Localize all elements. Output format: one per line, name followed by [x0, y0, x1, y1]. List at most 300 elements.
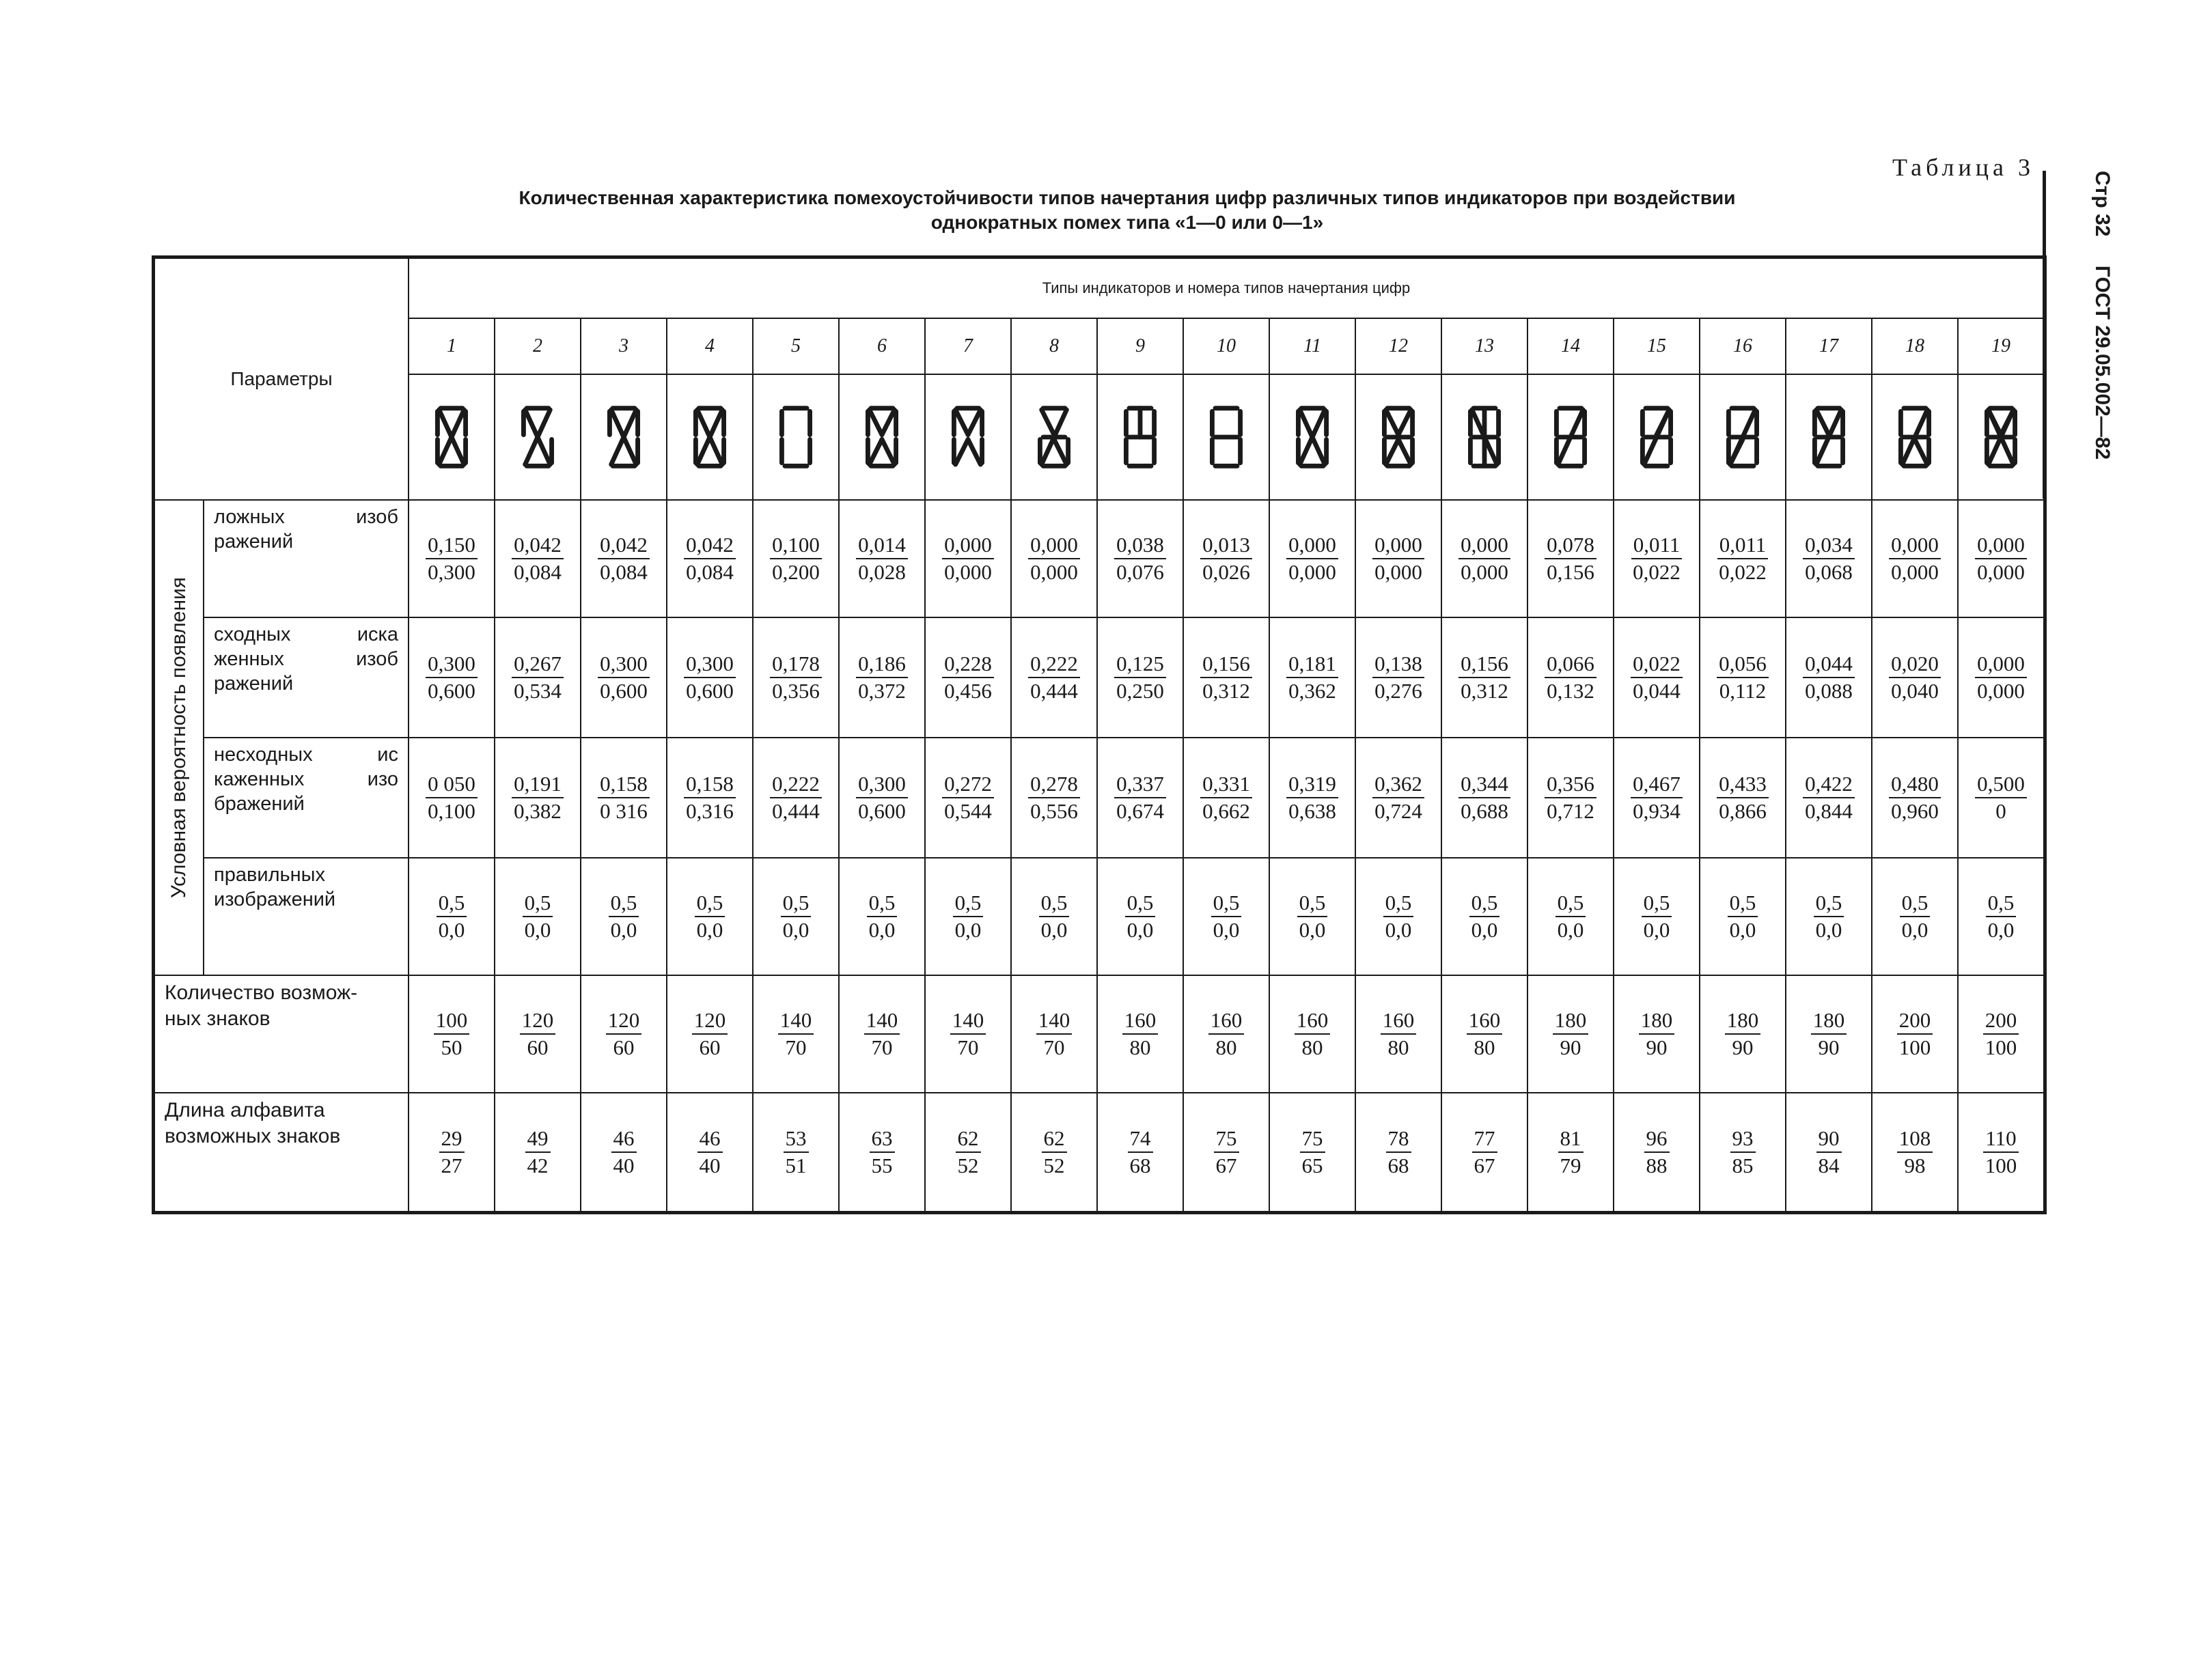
fraction-value — [426, 651, 478, 704]
denominator: 27 — [441, 1154, 462, 1177]
fraction-value — [1467, 1007, 1503, 1061]
fraction-value — [1114, 651, 1166, 704]
glyph-cell — [667, 374, 753, 500]
fraction-value — [426, 532, 478, 585]
value-cell — [1269, 617, 1355, 738]
denominator: 0,040 — [1891, 679, 1939, 703]
numerator: 90 — [1816, 1126, 1842, 1153]
denominator: 0,084 — [514, 560, 562, 584]
fraction-value — [953, 890, 984, 943]
column-number-row — [154, 318, 2045, 374]
value-cell — [1355, 858, 1441, 975]
numerator: 0,020 — [1889, 651, 1941, 678]
fraction-value — [770, 771, 822, 824]
row-label: сходных иска женных изоб ражений — [204, 617, 409, 738]
value-cell — [1355, 1093, 1441, 1213]
value-cell — [667, 858, 753, 975]
numerator: 0,186 — [856, 651, 908, 678]
denominator: 70 — [957, 1035, 979, 1059]
fraction-value — [684, 651, 736, 704]
value-cell — [1786, 1093, 1872, 1213]
numerator: 0,022 — [1631, 651, 1683, 678]
value-cell — [1872, 738, 1958, 858]
numerator: 0,178 — [770, 651, 822, 678]
numerator: 0,356 — [1545, 771, 1596, 798]
glyph-16-icon — [1721, 400, 1765, 475]
numerator: 0,480 — [1889, 771, 1941, 798]
fraction-value — [439, 1126, 465, 1179]
numerator: 0,181 — [1286, 651, 1338, 678]
glyph-cell — [1011, 374, 1097, 500]
fraction-value — [770, 532, 822, 585]
denominator: 50 — [441, 1035, 462, 1059]
denominator: 0,356 — [772, 679, 820, 703]
value-cell — [925, 617, 1011, 738]
value-cell — [1097, 617, 1183, 738]
numerator: 63 — [870, 1126, 895, 1153]
numerator: 0,156 — [1200, 651, 1252, 678]
value-cell — [839, 738, 925, 858]
header-row — [154, 257, 2045, 319]
denominator: 79 — [1560, 1154, 1581, 1177]
value-cell — [581, 1093, 667, 1213]
fraction-value — [1200, 532, 1252, 585]
numerator: 0,011 — [1717, 532, 1769, 559]
column-number: 5 — [753, 318, 839, 374]
denominator: 0,088 — [1805, 679, 1853, 703]
value-cell — [1011, 617, 1097, 738]
value-cell — [1441, 500, 1527, 617]
numerator: 0,300 — [856, 771, 908, 798]
fraction-value — [1381, 1007, 1417, 1061]
fraction-value — [437, 890, 467, 943]
glyph-15-icon — [1635, 400, 1678, 475]
value-cell — [1183, 617, 1269, 738]
row-label: Длина алфавита возможных знаков — [154, 1093, 409, 1213]
numerator: 0,138 — [1372, 651, 1424, 678]
value-cell — [1011, 1093, 1097, 1213]
value-cell — [1614, 975, 1700, 1093]
glyph-8-icon — [1032, 400, 1076, 475]
denominator: 0,000 — [944, 560, 992, 584]
denominator: 40 — [699, 1154, 721, 1177]
numerator: 0,5 — [609, 890, 639, 917]
denominator: 84 — [1818, 1154, 1840, 1177]
fraction-value — [956, 1126, 981, 1179]
value-cell — [581, 975, 667, 1093]
fraction-value — [1803, 532, 1855, 585]
value-cell — [1700, 738, 1786, 858]
fraction-value — [1472, 1126, 1497, 1179]
denominator: 70 — [1043, 1035, 1065, 1059]
row-label: Количество возмож- ных знаков — [154, 975, 409, 1093]
numerator: 0,100 — [770, 532, 822, 559]
value-cell — [1872, 858, 1958, 975]
numerator: 0,5 — [1039, 890, 1070, 917]
value-cell — [1269, 1093, 1355, 1213]
fraction-value — [1642, 890, 1672, 943]
value-cell — [1872, 975, 1958, 1093]
numerator: 0,300 — [598, 651, 650, 678]
numerator: 0,331 — [1200, 771, 1252, 798]
fraction-value — [1036, 1007, 1073, 1061]
numerator: 0,034 — [1803, 532, 1855, 559]
value-cell — [753, 500, 839, 617]
value-cell — [753, 738, 839, 858]
page-number: Стр 32 — [2091, 171, 2114, 237]
fraction-value — [1553, 1007, 1589, 1061]
numerator: 0,000 — [1286, 532, 1338, 559]
denominator: 68 — [1129, 1154, 1151, 1177]
fraction-value — [1386, 1126, 1411, 1179]
denominator: 100 — [1898, 1035, 1931, 1059]
fraction-value — [512, 651, 564, 704]
value-cell — [753, 617, 839, 738]
numerator: 0,000 — [1372, 532, 1424, 559]
denominator: 0,688 — [1461, 799, 1508, 823]
value-cell — [581, 500, 667, 617]
denominator: 0,0 — [1299, 918, 1326, 942]
fraction-value — [611, 1126, 637, 1179]
fraction-value — [1372, 651, 1424, 704]
fraction-value — [1631, 532, 1683, 585]
standard-number: ГОСТ 29.05.002—82 — [2091, 265, 2114, 460]
fraction-value — [1028, 532, 1080, 585]
column-number: 10 — [1183, 318, 1269, 374]
denominator: 0,960 — [1891, 799, 1939, 823]
numerator: 0,5 — [1469, 890, 1500, 917]
denominator: 0,0 — [696, 918, 723, 942]
denominator: 0,028 — [858, 560, 906, 584]
fraction-value — [1458, 532, 1510, 585]
fraction-value — [1372, 771, 1424, 824]
column-number: 11 — [1269, 318, 1355, 374]
numerator: 0,500 — [1975, 771, 2027, 798]
glyph-5-icon — [774, 400, 818, 475]
glyph-17-icon — [1807, 400, 1851, 475]
denominator: 0,382 — [514, 799, 562, 823]
fraction-value — [1039, 890, 1070, 943]
value-cell — [1786, 975, 1872, 1093]
column-number: 6 — [839, 318, 925, 374]
numerator: 0,5 — [953, 890, 984, 917]
fraction-value — [1728, 890, 1758, 943]
numerator: 0,467 — [1631, 771, 1683, 798]
fraction-value — [1211, 890, 1242, 943]
value-cell — [1011, 738, 1097, 858]
numerator: 0,5 — [867, 890, 898, 917]
denominator: 80 — [1387, 1035, 1409, 1059]
fraction-value — [606, 1007, 642, 1061]
fraction-value — [784, 1126, 809, 1179]
numerator: 160 — [1208, 1007, 1245, 1035]
value-cell — [1183, 975, 1269, 1093]
value-cell — [1097, 738, 1183, 858]
value-cell — [1527, 617, 1614, 738]
numerator: 0,5 — [1556, 890, 1586, 917]
denominator: 0,556 — [1030, 799, 1078, 823]
value-cell — [1872, 617, 1958, 738]
denominator: 0,444 — [772, 799, 820, 823]
table-label: Таблица 3 — [1892, 154, 2034, 181]
denominator: 0,0 — [1213, 918, 1240, 942]
numerator: 180 — [1639, 1007, 1675, 1035]
value-cell — [1097, 858, 1183, 975]
value-cell — [1700, 858, 1786, 975]
value-cell — [839, 617, 925, 738]
fraction-value — [1469, 890, 1500, 943]
numerator: 0,300 — [684, 651, 736, 678]
numerator: 0,228 — [942, 651, 994, 678]
glyph-cell — [1355, 374, 1441, 500]
value-cell — [1958, 975, 2045, 1093]
fraction-value — [1900, 890, 1931, 943]
fraction-value — [1897, 1007, 1933, 1061]
denominator: 0,674 — [1116, 799, 1164, 823]
denominator: 70 — [785, 1035, 807, 1059]
denominator: 0 — [1995, 799, 2006, 823]
denominator: 0,0 — [954, 918, 982, 942]
denominator: 0,312 — [1202, 679, 1250, 703]
fraction-value — [870, 1126, 895, 1179]
row-label: правильных изображений — [204, 858, 409, 975]
denominator: 0,866 — [1719, 799, 1767, 823]
value-cell — [1958, 617, 2045, 738]
denominator: 85 — [1732, 1154, 1754, 1177]
denominator: 90 — [1818, 1035, 1840, 1059]
numerator: 0,150 — [426, 532, 478, 559]
column-number: 15 — [1614, 318, 1700, 374]
value-cell — [753, 858, 839, 975]
denominator: 0 316 — [600, 799, 648, 823]
value-cell — [1011, 975, 1097, 1093]
fraction-value — [1803, 651, 1855, 704]
row-label: несходных ис каженных изо бражений — [204, 738, 409, 858]
denominator: 70 — [871, 1035, 893, 1059]
fraction-value — [426, 771, 478, 824]
numerator: 46 — [697, 1126, 723, 1153]
numerator: 140 — [778, 1007, 814, 1035]
denominator: 0,662 — [1202, 799, 1250, 823]
value-cell — [495, 738, 581, 858]
denominator: 0,100 — [428, 799, 475, 823]
value-cell — [409, 500, 495, 617]
numerator: 200 — [1983, 1007, 2019, 1035]
fraction-value — [1975, 651, 2027, 704]
numerator: 160 — [1381, 1007, 1417, 1035]
denominator: 0,0 — [1040, 918, 1068, 942]
denominator: 42 — [527, 1154, 549, 1177]
glyph-1-icon — [430, 400, 473, 475]
fraction-value — [1545, 771, 1596, 824]
fraction-value — [1889, 771, 1941, 824]
fraction-value — [1042, 1126, 1067, 1179]
denominator: 68 — [1387, 1154, 1409, 1177]
fraction-value — [781, 890, 812, 943]
value-cell — [1700, 617, 1786, 738]
numerator: 100 — [434, 1007, 470, 1035]
numerator: 0,5 — [437, 890, 467, 917]
denominator: 52 — [1043, 1154, 1065, 1177]
denominator: 0,044 — [1633, 679, 1681, 703]
side-header — [2090, 171, 2114, 499]
fraction-value — [1803, 771, 1855, 824]
fraction-value — [1558, 1126, 1584, 1179]
value-cell — [409, 1093, 495, 1213]
numerator: 0,078 — [1545, 532, 1596, 559]
fraction-value — [697, 1126, 723, 1179]
denominator: 0,0 — [1385, 918, 1412, 942]
value-cell — [1786, 617, 1872, 738]
glyph-7-icon — [946, 400, 990, 475]
denominator: 0,250 — [1116, 679, 1164, 703]
denominator: 51 — [785, 1154, 807, 1177]
fraction-value — [1644, 1126, 1670, 1179]
group-label: Условная вероятность появления — [167, 576, 190, 899]
numerator: 160 — [1122, 1007, 1159, 1035]
caption-line-1: Количественная характеристика помехоустойчивости типов начертания цифр различных типов индикаторов при воздействии — [519, 187, 1736, 208]
denominator: 0,600 — [428, 679, 475, 703]
value-cell — [1527, 1093, 1614, 1213]
denominator: 80 — [1474, 1035, 1495, 1059]
value-cell — [495, 858, 581, 975]
denominator: 90 — [1646, 1035, 1668, 1059]
denominator: 0,000 — [1977, 560, 2025, 584]
denominator: 80 — [1129, 1035, 1151, 1059]
numerator: 0,5 — [1211, 890, 1242, 917]
numerator: 78 — [1386, 1126, 1411, 1153]
fraction-value — [1975, 771, 2027, 824]
fraction-value — [1889, 532, 1941, 585]
value-cell — [1011, 500, 1097, 617]
denominator: 0,000 — [1891, 560, 1939, 584]
column-number: 19 — [1958, 318, 2045, 374]
glyph-6-icon — [860, 400, 904, 475]
glyph-4-icon — [688, 400, 732, 475]
numerator: 96 — [1644, 1126, 1670, 1153]
denominator: 67 — [1474, 1154, 1495, 1177]
denominator: 0,316 — [686, 799, 734, 823]
value-cell — [495, 500, 581, 617]
denominator: 0,0 — [1901, 918, 1928, 942]
column-number: 9 — [1097, 318, 1183, 374]
denominator: 60 — [699, 1035, 721, 1059]
column-number: 13 — [1441, 318, 1527, 374]
numerator: 74 — [1128, 1126, 1153, 1153]
numerator: 0,000 — [1458, 532, 1510, 559]
value-cell — [409, 975, 495, 1093]
denominator: 0,276 — [1374, 679, 1422, 703]
fraction-value — [867, 890, 898, 943]
value-cell — [1614, 858, 1700, 975]
value-cell — [1958, 858, 2045, 975]
value-cell — [409, 617, 495, 738]
denominator: 90 — [1732, 1035, 1754, 1059]
value-cell — [1269, 975, 1355, 1093]
value-cell — [409, 858, 495, 975]
fraction-value — [1983, 1126, 2019, 1179]
numerator: 0,156 — [1458, 651, 1510, 678]
alphabet-length-row — [154, 1093, 2045, 1213]
numerator: 0,5 — [1297, 890, 1328, 917]
fraction-value — [1639, 1007, 1675, 1061]
value-cell — [1527, 858, 1614, 975]
fraction-value — [856, 651, 908, 704]
fraction-value — [1114, 532, 1166, 585]
value-cell — [1786, 500, 1872, 617]
numerator: 0,042 — [598, 532, 650, 559]
fraction-value — [1372, 532, 1424, 585]
denominator: 0,600 — [858, 799, 906, 823]
value-cell — [409, 738, 495, 858]
denominator: 0,0 — [524, 918, 551, 942]
denominator: 0,084 — [600, 560, 648, 584]
value-cell — [1700, 975, 1786, 1093]
numerator: 140 — [864, 1007, 900, 1035]
value-cell — [1614, 738, 1700, 858]
types-header: Типы индикаторов и номера типов начертания цифр — [409, 257, 2045, 319]
numerator: 0,222 — [770, 771, 822, 798]
fraction-value — [1545, 532, 1596, 585]
fraction-value — [512, 771, 564, 824]
value-cell — [1097, 500, 1183, 617]
glyph-9-icon — [1118, 400, 1162, 475]
value-cell — [839, 858, 925, 975]
denominator: 100 — [1985, 1154, 2017, 1177]
numerator: 0,5 — [1900, 890, 1931, 917]
glyph-19-icon — [1979, 400, 2023, 475]
denominator: 0,000 — [1374, 560, 1422, 584]
value-cell — [925, 858, 1011, 975]
fraction-value — [770, 651, 822, 704]
numerator: 0 050 — [426, 771, 478, 798]
value-cell — [1872, 500, 1958, 617]
fraction-value — [523, 890, 553, 943]
value-cell — [1441, 858, 1527, 975]
numerator: 0,267 — [512, 651, 564, 678]
value-cell — [1614, 1093, 1700, 1213]
fraction-value — [692, 1007, 728, 1061]
denominator: 0,0 — [868, 918, 896, 942]
value-cell — [667, 975, 753, 1093]
value-cell — [495, 1093, 581, 1213]
value-cell — [925, 500, 1011, 617]
denominator: 0,372 — [858, 679, 906, 703]
value-cell — [1355, 738, 1441, 858]
denominator: 0,200 — [772, 560, 820, 584]
denominator: 0,638 — [1288, 799, 1336, 823]
column-number: 18 — [1872, 318, 1958, 374]
denominator: 0,0 — [1126, 918, 1154, 942]
value-cell — [1441, 617, 1527, 738]
value-cell — [925, 1093, 1011, 1213]
numerator: 0,5 — [1814, 890, 1844, 917]
glyph-12-icon — [1377, 400, 1420, 475]
value-cell — [1958, 738, 2045, 858]
numerator: 0,158 — [684, 771, 736, 798]
numerator: 0,042 — [512, 532, 564, 559]
column-number: 4 — [667, 318, 753, 374]
numerator: 75 — [1300, 1126, 1325, 1153]
denominator: 0,312 — [1461, 679, 1508, 703]
fraction-value — [1717, 771, 1769, 824]
column-number: 3 — [581, 318, 667, 374]
denominator: 0,456 — [944, 679, 992, 703]
fraction-value — [512, 532, 564, 585]
fraction-value — [1458, 651, 1510, 704]
numerator: 53 — [784, 1126, 809, 1153]
denominator: 80 — [1215, 1035, 1237, 1059]
